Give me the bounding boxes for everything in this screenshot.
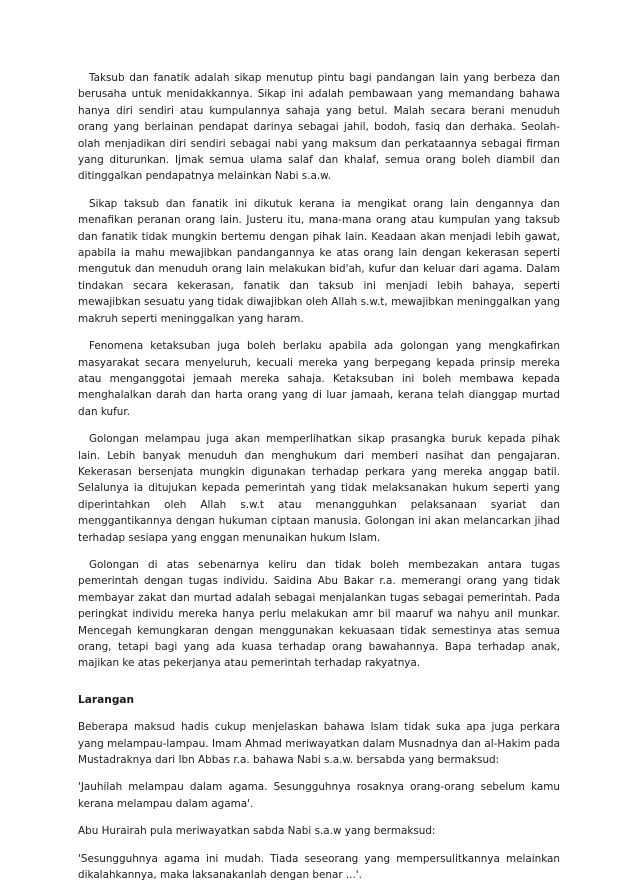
section-heading-larangan: Larangan [78,693,135,706]
paragraph-hadis-quote-1: 'Jauhilah melampau dalam agama. Sesungguhnya rosaknya orang-orang sebelum kamu kerana melampau dalam agama'. [78,781,560,810]
paragraph-golongan-melampau: Golongan melampau juga akan memperlihatkan sikap prasangka buruk kepada pihak lain. Lebih banyak menuduh dan menghukum dari memberi nasihat dan pengajaran. Kekerasan bersenjata mungkin digunakan terhadap perkara yang mereka anggap batil. Selalunya ia ditujukan kepada pemerintah yang tidak melaksanakan hukum seperti yang diperintahkan oleh Allah s.w.t atau menangguhkan pelaksanaan syariat dan menggantikannya dengan hukuman ciptaan manusia. Golongan ini akan melancarkan jihad terhadap sesiapa yang enggan menunaikan hukum Islam. [78,433,560,544]
document-body [78,70,560,894]
paragraph-abu-hurairah: Abu Hurairah pula meriwayatkan sabda Nabi s.a.w yang bermaksud: [78,825,436,838]
paragraph-ketaksuban-phenomenon: Fenomena ketaksuban juga boleh berlaku apabila ada golongan yang mengkafirkan masyarakat secara menyeluruh, kecuali mereka yang berpegang kepada prinsip mereka atau menganggotai jemaah mereka sahaja. Ketaksuban ini boleh membawa kepada menghalalkan darah dan harta orang yang di luar jamaah, kerana telah dianggap murtad dan kufur. [78,340,560,418]
paragraph-golongan-keliru: Golongan di atas sebenarnya keliru dan tidak boleh membezakan antara tugas pemerintah dengan tugas individu. Saidina Abu Bakar r.a. memerangi orang yang tidak membayar zakat dan murtad adalah sebagai menjalankan tugas sebagai pemerintah. Pada peringkat individu mereka hanya perlu melakukan amr bil maaruf wa nahyu anil munkar. Mencegah kemungkaran dengan menggunakan kekuasaan tidak semestinya atas semua orang, tetapi bagi yang ada kuasa terhadap orang bawahannya. Bapa terhadap anak, majikan ke atas pekerjanya atau pemerintah terhadap rakyatnya. [78,558,560,670]
paragraph-taksub-definition: Taksub dan fanatik adalah sikap menutup pintu bagi pandangan lain yang berbeza dan berusaha untuk menidakkannya. Sikap ini adalah pembawaan yang memandang bahawa hanya diri sendiri atau kumpulannya sahaja yang betul. Malah secara berani menuduh orang yang berlainan pendapat darinya sebagai jahil, bodoh, fasiq dan derhaka. Seolah-olah menjadikan diri sendiri sebagai nabi yang maksum dan perkataannya sebagai firman yang diturunkan. Ijmak semua ulama salaf dan khalaf, semua orang boleh diambil dan ditinggalkan pendapatnya melainkan Nabi s.a.w. [78,72,560,183]
paragraph-hadis-intro: Beberapa maksud hadis cukup menjelaskan bahawa Islam tidak suka apa juga perkara yang melampau-lampau. Imam Ahmad meriwayatkan dalam Musnadnya dan al-Hakim pada Mustadraknya dari Ibn Abbas r.a. bahawa Nabi s.a.w. bersabda yang bermaksud: [78,721,560,767]
paragraph-taksub-condemned: Sikap taksub dan fanatik ini dikutuk kerana ia mengikat orang lain dengannya dan menafikan peranan orang lain. Justeru itu, mana-mana orang atau kumpulan yang taksub dan fanatik tidak mungkin bertemu dengan pihak lain. Keadaan akan menjadi lebih gawat, apabila ia mahu mewajibkan pandangannya ke atas orang lain dengan kekerasan seperti mengutuk dan menuduh orang lain melakukan bid'ah, kufur dan keluar dari agama. Dalam tindakan secara kekerasan, fanatik dan taksub ini menjadi lebih bahaya, seperti mewajibkan sesuatu yang tidak diwajibkan oleh Allah s.w.t, mewajibkan meninggalkan yang makruh seperti meninggalkan yang haram. [78,197,560,325]
paragraph-hadis-quote-2: 'Sesungguhnya agama ini mudah. Tiada seseorang yang mempersulitkannya melainkan dikalahkannya, maka laksanakanlah dengan benar ...'. [78,852,560,882]
